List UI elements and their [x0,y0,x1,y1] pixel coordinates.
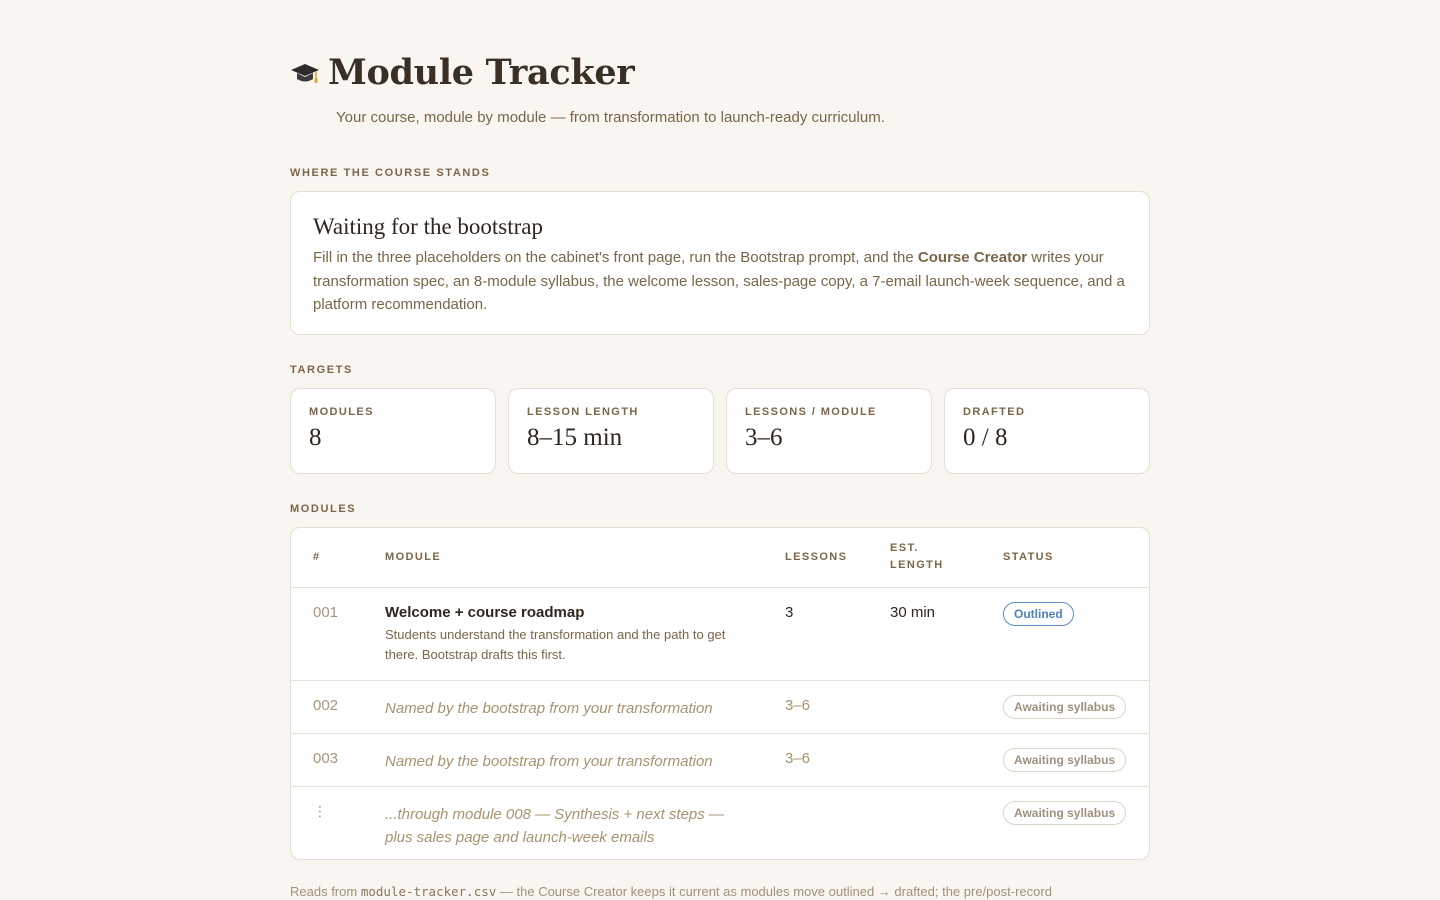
status-badge: Outlined [1003,602,1074,626]
title-row [290,52,634,93]
column-header-num: # [313,550,321,563]
footer-text: Reads from [290,884,361,899]
column-header-length-line1: EST. [890,542,919,555]
target-card-lessons-per-module [726,388,932,474]
module-lessons: 3–6 [785,696,811,714]
module-lessons: 3–6 [785,749,811,767]
target-value: 8 [309,424,322,451]
module-title: ...through module 008 — Synthesis + next steps — plus sales page and launch-week emails [385,805,724,846]
footer-note [290,884,1150,899]
table-row[interactable] [291,786,1149,859]
column-header-length-line2: LENGTH [890,559,944,572]
module-description: Students understand the transformation and the path to get there. Bootstrap drafts this first. [385,626,726,662]
module-title: Named by the bootstrap from your transformation [385,699,713,717]
modules-table-card [290,527,1150,860]
page-subtitle: Your course, module by module — from transformation to launch-ready curriculum. [336,109,885,126]
status-badge: Awaiting syllabus [1003,801,1126,825]
module-title: Named by the bootstrap from your transformation [385,752,713,770]
column-header-status: STATUS [1003,550,1054,563]
module-number: 001 [313,603,339,621]
target-label: DRAFTED [963,406,1026,418]
modules-table [291,528,1149,859]
target-label: MODULES [309,406,374,418]
page-title: Module Tracker [328,52,635,93]
status-badge: Awaiting syllabus [1003,748,1126,772]
target-value: 0 / 8 [963,424,1008,451]
footer-text-end: — the Course Creator keeps it current as modules move outlined → drafted; the pre/post-record [496,884,1052,899]
table-row[interactable] [291,680,1149,733]
targets-row [290,388,1150,474]
target-value: 3–6 [745,424,783,451]
csv-filename: module-tracker.csv [360,884,497,899]
status-heading: Waiting for the bootstrap [313,214,544,239]
modules-section-label: MODULES [290,503,357,515]
status-section-label: WHERE THE COURSE STANDS [290,167,491,179]
course-status-card [290,191,1150,335]
column-header-lessons: LESSONS [785,550,848,563]
table-row[interactable] [291,733,1149,786]
graduation-cap-icon [290,58,320,88]
module-number: 003 [313,749,339,767]
module-length: 30 min [890,603,936,621]
module-lessons: 3 [785,603,794,621]
status-badge: Awaiting syllabus [1003,695,1126,719]
target-card-modules [290,388,496,474]
targets-section-label: TARGETS [290,364,353,376]
column-header-length [890,528,1003,587]
module-title[interactable]: Welcome + course roadmap [385,603,585,621]
target-card-drafted [944,388,1150,474]
table-row[interactable] [291,587,1149,680]
target-card-lesson-length [508,388,714,474]
course-creator-name: Course Creator [917,249,1028,266]
target-label: LESSONS / MODULE [745,406,877,418]
column-header-module: MODULE [385,550,442,563]
target-label: LESSON LENGTH [527,406,639,418]
status-body-text: Fill in the three placeholders on the cabinet's front page, run the Bootstrap prompt, and the [313,249,918,266]
table-header-row [291,528,1149,587]
module-number: 002 [313,696,339,714]
status-body [313,246,1127,317]
target-value: 8–15 min [527,424,623,451]
more-modules-ellipsis: ⋮ [313,802,327,819]
status-body-text-end: writes your transformation spec, an 8-module syllabus, the welcome lesson, sales-page copy, a 7-email launch-week sequence, and a platform recommendation. [313,249,1125,313]
